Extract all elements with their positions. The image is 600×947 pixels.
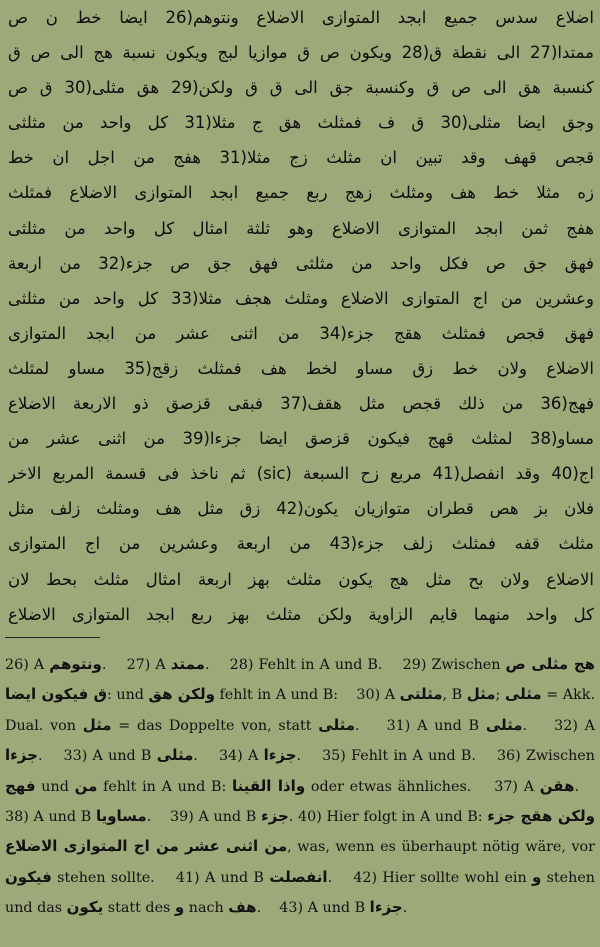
footnote-arabic: مثلى — [318, 715, 355, 734]
footnote — [219, 748, 301, 764]
footnote — [494, 776, 580, 795]
arabic-line: قجص قهف وقد تبين ان مثلث زج مثلا(31 هفج من اجل ان خط — [8, 148, 594, 168]
arabic-line: الاضلاع ولان بح مثل هج يكون مثلث بهز اربعة امثال مثلث بحط لان — [8, 569, 594, 589]
footnote-text: A — [155, 657, 166, 673]
footnote-text: Hier folgt in A und B: — [326, 809, 483, 826]
footnote-text: . — [101, 657, 107, 673]
footnote-number: 33) — [63, 748, 88, 765]
footnote-arabic: مثلى — [485, 715, 523, 734]
footnote-text: Fehlt in A und B. — [258, 657, 383, 673]
arabic-line: وجق ايضا مثلى(30 ق ف فمثلث هق ج مثلا(31 كل واحد من مثلثى — [8, 113, 594, 133]
arabic-line: مثلث قفه فمثلث زلف جزء(43 من اربعة وعشرين من اج المتوازى — [8, 534, 594, 554]
footnote-text: A und B — [307, 900, 366, 917]
footnote-text: . — [522, 717, 528, 734]
footnote-text: . — [204, 657, 210, 673]
footnote-arabic: يكون — [66, 898, 104, 917]
footnote-text: . — [296, 748, 302, 765]
footnote-number: 29) — [402, 657, 427, 673]
footnote-text: , — [442, 687, 448, 704]
footnote-text: nach — [184, 900, 229, 917]
footnote-text: statt des — [103, 900, 175, 917]
footnote-text: A — [523, 778, 535, 795]
footnote-continuation — [452, 687, 501, 703]
arabic-line: فهق جق ص فكل واحد من مثلثى فهق جق ص جزء(32 من اربعة — [8, 253, 594, 273]
footnote-continuation — [41, 776, 472, 795]
footnote-text: stehen und das — [5, 869, 596, 917]
footnote — [356, 687, 447, 703]
footnote-arabic: مثلتى — [399, 685, 443, 704]
footnote-number: 38) — [5, 809, 29, 826]
footnote-text: A und B — [417, 717, 480, 734]
footnote-number: 30) — [356, 687, 381, 704]
footnote-text: , was, wenn es überhaupt nötig wäre, vor — [287, 839, 595, 856]
footnote-continuation — [116, 687, 338, 703]
footnote-arabic: جزءا — [369, 898, 403, 917]
footnote-arabic: جزءا — [5, 746, 38, 765]
arabic-line: ممتدا(27 الى نقطة ق(28 ويكون ص ق موازيا لبج ويكون نسبة هج الى ص ق — [8, 43, 594, 63]
footnote-text: A und B — [198, 809, 257, 826]
footnote-text: = Akk. Dual. von — [5, 687, 595, 734]
footnote-text: stehen sollte. — [51, 869, 155, 886]
footnote-arabic: هج مثلى ص ق فيكون ايضا — [5, 655, 596, 704]
footnote-text: A — [584, 717, 595, 734]
footnote-arabic: مساويا — [95, 807, 147, 826]
footnote-text: und — [116, 687, 144, 704]
footnote-number: 26) — [5, 657, 29, 673]
footnote — [386, 715, 528, 734]
footnote — [322, 748, 476, 764]
footnote-arabic: و — [531, 867, 542, 886]
footnote-arabic: ونتوهم — [49, 655, 102, 673]
footnote-arabic: جزء — [260, 807, 289, 826]
footnote-number: 35) — [322, 748, 346, 765]
arabic-line: اج(40 وقد انفصل(41 مربع زح السبعة (sic) ثم ناخذ فى قسمة المربع الاخر — [8, 464, 594, 484]
footnote-text: B — [451, 687, 463, 704]
footnote-text: Zwischen — [526, 748, 595, 765]
footnote-text: A — [384, 687, 396, 704]
footnote-text: Hier sollte wohl ein — [382, 869, 527, 886]
footnote — [5, 657, 106, 673]
footnote-text: . — [327, 869, 333, 886]
footnote-text: . — [37, 748, 43, 765]
footnote-arabic: مثل — [466, 685, 496, 704]
footnote — [279, 900, 407, 916]
footnote-text: A — [247, 748, 259, 765]
footnote — [127, 657, 210, 673]
footnote-number: 40) — [298, 809, 322, 826]
footnote-number: 34) — [218, 748, 243, 765]
footnote-text: A und B — [204, 869, 264, 886]
arabic-line: كل واحد منهما قايم الزاوية ولكن مثلث بهز ربع ابجد المتوازى الاضلاع — [8, 604, 594, 624]
footnote-arabic: فيكون — [5, 867, 52, 886]
footnote-divider — [5, 637, 100, 638]
footnote-number: 37) — [494, 778, 518, 795]
arabic-line: فهق قجص فمثلث هقج جزء(34 من اثنى عشر من ابجد المتوازى — [8, 323, 594, 343]
footnote-text: fehlt in A und B: — [97, 778, 232, 795]
footnote — [5, 809, 151, 825]
footnote-arabic: جزءا — [263, 746, 297, 765]
footnote-number: 43) — [279, 900, 304, 917]
footnote-text: A — [33, 657, 45, 673]
arabic-line: وعشرين من اج المتوازى الاضلاع ومثلث هجف مثلا(33 كل واحد من مثلثى — [8, 288, 594, 308]
footnote-number: 28) — [229, 657, 254, 673]
footnote-arabic: فهج — [5, 776, 36, 795]
footnote-text: fehlt in A und B: — [214, 687, 339, 704]
footnote — [175, 867, 333, 886]
arabic-line: الاضلاع ولان خط زق مساو لخط هف فمثلث زقج(35 مساو لمثلث — [8, 358, 594, 378]
footnote-arabic: مثل — [82, 715, 112, 734]
arabic-line: فهج(36 من ذلك قجص مثل هقف(37 فبقى قزصق ذو الاربعة الاضلاع — [8, 394, 594, 414]
arabic-line: زه مثلا خط هف ومثلث زهج ربع جميع ابجد المتوازى الاضلاع فمثلث — [8, 183, 594, 203]
footnote-text: . — [193, 748, 198, 765]
footnote-arabic: هف — [228, 898, 257, 917]
footnote-text: Zwischen — [431, 657, 501, 673]
footnote-text: . — [402, 900, 408, 917]
arabic-text-block — [8, 2, 594, 634]
footnote-number: 41) — [175, 869, 200, 886]
footnote-text: A und B — [92, 748, 152, 765]
footnote — [64, 748, 198, 764]
footnote-text: und — [41, 778, 69, 795]
footnote-arabic: من — [74, 776, 98, 795]
footnote-arabic: مثلى — [156, 746, 194, 765]
footnote — [230, 657, 383, 673]
footnote-text: . — [256, 900, 262, 917]
footnote-arabic: ولكن هق — [148, 685, 215, 704]
footnote-text: Fehlt in A und B. — [351, 748, 476, 765]
footnote-arabic: هقن — [539, 776, 575, 795]
arabic-line: مساو(38 لمثلث قهج فيكون قزصق ايضا جزءا(39 من اثنى عشر من — [8, 429, 594, 449]
arabic-line: كنسبة هق الى ص ق وكنسبة جق الى ق ق ولكن(29 هق مثلى(30 ق ص — [8, 78, 594, 98]
footnote-text: : — [106, 687, 117, 704]
footnote-number: 31) — [386, 717, 411, 734]
footnote-number: 32) — [554, 717, 578, 734]
footnote-number: 42) — [353, 869, 378, 886]
footnote-text: . — [288, 809, 294, 826]
footnote-text: . — [146, 809, 152, 826]
footnote-text: = das Doppelte von, statt — [111, 717, 319, 734]
footnote-arabic: ممتد — [170, 655, 205, 673]
footnote-text: A und B — [33, 809, 92, 826]
footnote-arabic: واذا القينا — [232, 776, 306, 795]
arabic-line: اضلاع سدس جميع ابجد المتوازى الاضلاع ونتوهم(26 ايضا خط ن ص — [8, 8, 594, 27]
footnote-number: 36) — [496, 748, 521, 765]
footnote-arabic: ولكن هقج جزء من اثنى عشر من اج المتوازى الاضلاع — [5, 807, 595, 856]
footnotes-block — [5, 650, 595, 924]
footnote — [170, 809, 293, 825]
footnote-text: oder etwas ähnliches. — [305, 778, 472, 795]
footnote-arabic: و — [174, 898, 185, 917]
footnote-arabic: مثلى — [504, 685, 542, 704]
arabic-line: فلان بز هص قطران متوازيان يكون(42 زق مثل هف ومثلث زلف مثل — [8, 499, 594, 519]
footnote-text: . — [354, 717, 360, 734]
footnote-arabic: انفصلت — [269, 867, 328, 886]
footnote-text: . — [574, 778, 580, 795]
footnote-number: 39) — [170, 809, 194, 826]
footnote-number: 27) — [126, 657, 151, 673]
arabic-line: هفج ثمن ابجد المتوازى الاضلاع وهو ثلثة امثال كل واحد من مثلثى — [8, 218, 594, 238]
footnote-text: ; — [495, 687, 501, 704]
